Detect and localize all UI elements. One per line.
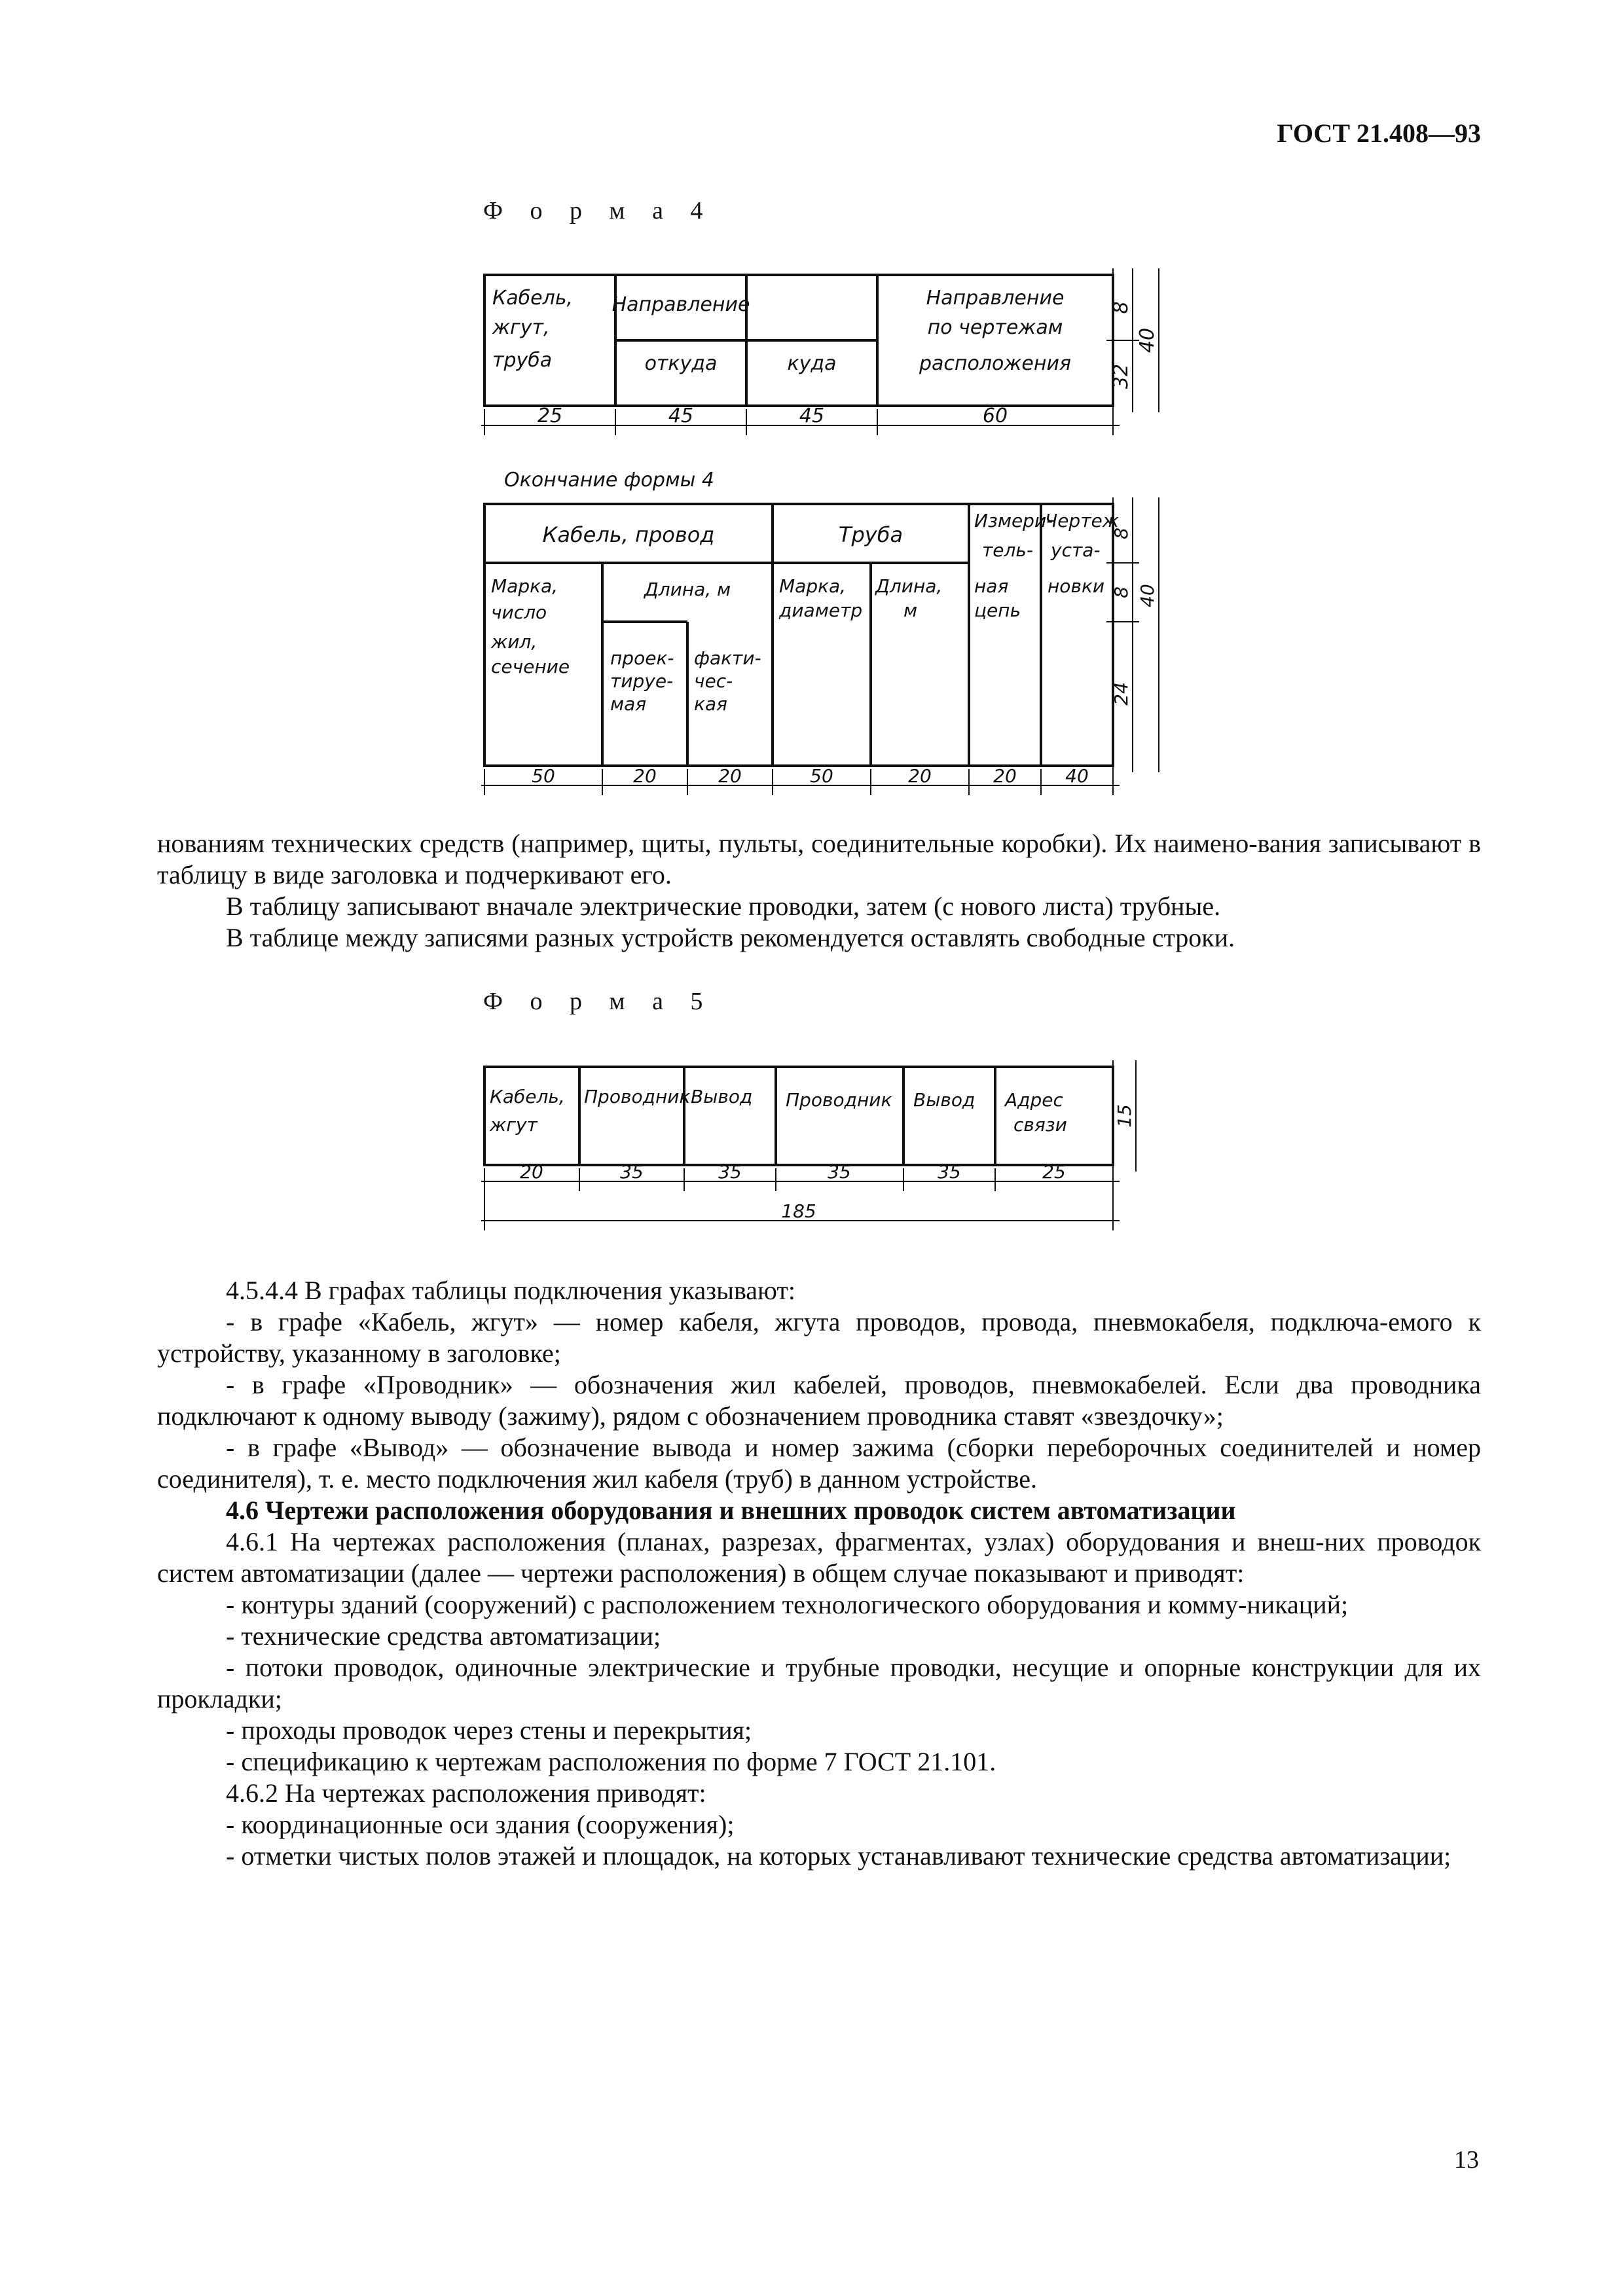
section-heading-4-6: 4.6 Чертежи расположения оборудования и внешних проводок систем автоматизации: [226, 1496, 1236, 1525]
f4e-width-3: 20: [718, 765, 742, 787]
f4e-designed-3: мая: [610, 693, 647, 715]
f4e-install-2: уста-: [1051, 539, 1101, 561]
f4e-designed-2: тируе-: [610, 670, 674, 692]
f4e-length: Длина, м: [644, 579, 731, 600]
paragraph-a2: В таблицу записывают вначале электрические проводки, затем (с нового листа) трубные.: [226, 891, 1221, 921]
f4e-install-1: Чертеж: [1045, 510, 1119, 531]
f4e-install-3: новки: [1048, 575, 1105, 597]
f4e-measure-2: тель-: [982, 539, 1034, 561]
f4e-actual-1: факти-: [694, 647, 761, 669]
f4e-pipe-length-2: м: [903, 600, 918, 621]
f4e-height-2: 8: [1110, 586, 1132, 598]
f4e-actual-2: чес-: [694, 670, 733, 692]
f4-width-1: 25: [537, 404, 563, 427]
f4e-actual-3: кая: [694, 693, 727, 715]
f4e-cable-wire: Кабель, провод: [542, 522, 715, 547]
f5-total-width: 185: [781, 1200, 816, 1222]
f5-width-3: 35: [718, 1161, 742, 1183]
paragraph-a1: нованиям технических средств (например, щиты, пульты, соединительные коробки). Их наимено-вания записывают в таблицу в виде заголовка и подчеркивают его.: [157, 829, 1481, 889]
f5-output-1: Вывод: [691, 1086, 753, 1107]
form4-label: Ф о р м а 4: [483, 197, 714, 224]
paragraph-b9: - потоки проводок, одиночные электрические и трубные проводки, несущие и опорные конструкции для их прокладки;: [157, 1653, 1481, 1713]
f5-cable-2: жгут: [490, 1114, 538, 1136]
f5-width-6: 25: [1042, 1161, 1066, 1183]
document-code: ГОСТ 21.408—93: [1277, 118, 1481, 148]
f4e-height-1: 8: [1110, 528, 1132, 539]
f4-height-top: 8: [1110, 301, 1133, 314]
f4-height-bottom: 32: [1110, 363, 1133, 389]
f4e-measure-3: ная: [974, 575, 1009, 597]
paragraph-b1: 4.5.4.4 В графах таблицы подключения указывают:: [226, 1276, 795, 1305]
f5-cable-1: Кабель,: [490, 1086, 565, 1107]
f4-dir-line1: Направление: [926, 287, 1065, 310]
f4e-height-3: 24: [1110, 682, 1132, 706]
f5-address-2: связи: [1013, 1114, 1067, 1136]
form5-label: Ф о р м а 5: [483, 988, 714, 1015]
f4-height-total: 40: [1136, 327, 1159, 353]
paragraph-b14: - отметки чистых полов этажей и площадок, на которых устанавливают технические средства автоматизации;: [226, 1841, 1451, 1871]
body-section-a: [157, 828, 1481, 954]
f5-address-1: Адрес: [1005, 1089, 1063, 1111]
f4e-width-1: 50: [532, 765, 555, 787]
f5-height: 15: [1114, 1104, 1135, 1128]
paragraph-b7: - контуры зданий (сооружений) с расположением технологического оборудования и комму-никаций;: [226, 1590, 1349, 1619]
form4-end-label: Окончание формы 4: [504, 469, 714, 492]
f4e-pipe: Труба: [838, 522, 903, 547]
f4-cable-line3: труба: [492, 349, 553, 372]
paragraph-b11: - спецификацию к чертежам расположения по форме 7 ГОСТ 21.101.: [226, 1747, 996, 1776]
f4-dir-line2: по чертежам: [927, 316, 1063, 339]
paragraph-a3: В таблице между записями разных устройств рекомендуется оставлять свободные строки.: [226, 923, 1235, 952]
f4-width-2: 45: [668, 404, 694, 427]
f4-dir-line3: расположения: [919, 352, 1072, 375]
paragraph-b8: - технические средства автоматизации;: [226, 1621, 661, 1651]
f4-to: куда: [787, 352, 837, 375]
f5-output-2: Вывод: [913, 1089, 976, 1111]
body-section-b: [157, 1275, 1481, 1872]
f4e-mark-3: жил,: [491, 631, 538, 653]
paragraph-b12: 4.6.2 На чертежах расположения приводят:: [226, 1778, 706, 1808]
paragraph-b10: - проходы проводок через стены и перекрытия;: [226, 1715, 752, 1745]
f4e-mark-4: сечение: [491, 656, 570, 677]
f4e-width-4: 50: [810, 765, 833, 787]
f4e-pipe-mark-2: диаметр: [779, 600, 863, 621]
f4e-measure-4: цепь: [974, 600, 1021, 621]
paragraph-b3: - в графе «Проводник» — обозначения жил кабелей, проводов, пневмокабелей. Если два проводника подключают к одному выводу (зажиму), рядом с обозначением проводника ставят «звездочку»;: [157, 1370, 1481, 1431]
f4e-mark-2: число: [491, 601, 547, 623]
f4e-pipe-mark-1: Марка,: [779, 575, 847, 597]
f5-width-1: 20: [520, 1161, 543, 1183]
f4-cable-line1: Кабель,: [492, 287, 574, 310]
f5-width-4: 35: [828, 1161, 851, 1183]
f4e-width-7: 40: [1065, 765, 1089, 787]
paragraph-b6: 4.6.1 На чертежах расположения (планах, разрезах, фрагментах, узлах) оборудования и внеш-них проводок систем автоматизации (далее — чертежи расположения) в общем случае показывают и приводят:: [157, 1527, 1481, 1588]
f4e-measure-1: Измери-: [974, 510, 1053, 531]
f4e-width-2: 20: [633, 765, 657, 787]
f4e-width-5: 20: [908, 765, 932, 787]
f4-from: откуда: [644, 352, 718, 375]
form4-end-table-drawing: [458, 491, 1192, 805]
f5-width-2: 35: [620, 1161, 644, 1183]
f4-width-4: 60: [982, 404, 1008, 427]
paragraph-b13: - координационные оси здания (сооружения);: [226, 1810, 735, 1839]
f5-conductor-2: Проводник: [786, 1089, 892, 1111]
f5-conductor-1: Проводник: [584, 1086, 691, 1107]
f4-width-3: 45: [799, 404, 825, 427]
f4e-height-total: 40: [1137, 584, 1158, 607]
form4-end-label-svg: [504, 461, 831, 494]
f5-width-5: 35: [938, 1161, 961, 1183]
paragraph-b4: - в графе «Вывод» — обозначение вывода и номер зажима (сборки переборочных соединителей и номер соединителя), т. е. место подключения жил кабеля (труб) в данном устройстве.: [157, 1433, 1481, 1494]
f4e-designed-1: проек-: [610, 647, 674, 669]
f4-direction: Направление: [611, 293, 750, 316]
f4e-pipe-length-1: Длина,: [875, 575, 943, 597]
paragraph-b2: - в графе «Кабель, жгут» — номер кабеля, жгута проводов, провода, пневмокабеля, подключа-емого к устройству, указанному в заголовке;: [157, 1307, 1481, 1368]
f4e-width-6: 20: [993, 765, 1017, 787]
form5-table-drawing: [458, 1054, 1165, 1244]
page-number: 13: [1454, 2146, 1479, 2174]
form4-table-drawing: [458, 262, 1192, 445]
f4e-mark-1: Марка,: [491, 575, 558, 597]
f4-cable-line2: жгут,: [492, 316, 550, 339]
